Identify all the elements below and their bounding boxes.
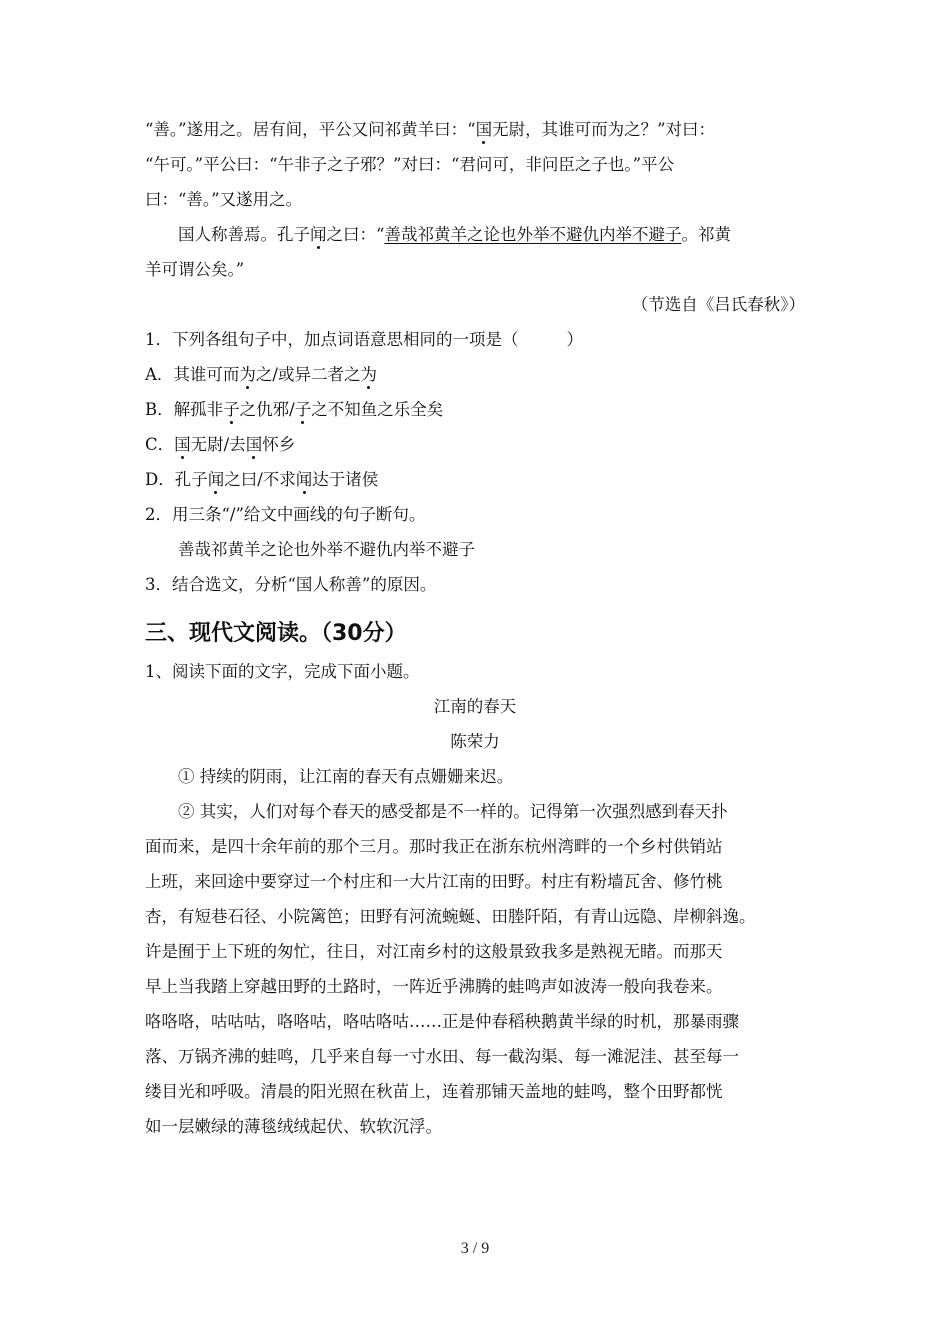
dotted-char: 为 bbox=[360, 357, 377, 392]
text: B．解孤非 bbox=[145, 400, 224, 419]
underlined-sentence: 善哉祁黄羊之论也外举不避仇内举不避子 bbox=[384, 225, 682, 244]
page-number: 3 / 9 bbox=[460, 1240, 490, 1257]
passage-line: 曰：“善。”又遂用之。 bbox=[145, 190, 303, 209]
paragraph-2-line: 杏，有短巷石径、小院篱笆；田野有河流蜿蜒、田塍阡陌，有青山远隐、岸柳斜逸。 bbox=[145, 907, 756, 926]
dotted-char: 国 bbox=[476, 112, 493, 147]
text: D．孔子 bbox=[145, 470, 208, 489]
passage-line: 羊可谓公矣。” bbox=[145, 260, 245, 279]
paragraph-2-line: 早上当我踏上穿越田野的土路时，一阵近乎沸腾的蛙鸣声如波涛一般向我卷来。 bbox=[145, 977, 723, 996]
dotted-char: 为 bbox=[239, 357, 256, 392]
text: 怀乡 bbox=[262, 435, 296, 454]
text: 之曰：“ bbox=[326, 225, 385, 244]
text: C． bbox=[145, 435, 175, 454]
dotted-char: 子 bbox=[295, 392, 312, 427]
option-d bbox=[145, 462, 805, 497]
text: 之仇邪/ bbox=[239, 400, 295, 419]
text: 无尉/去 bbox=[190, 435, 246, 454]
paragraph-2-line: 落、万锅齐沸的蛙鸣，几乎来自每一寸水田、每一截沟渠、每一滩泥洼、甚至每一 bbox=[145, 1047, 739, 1066]
paragraph-2-line: 许是囿于上下班的匆忙，往日，对江南乡村的这般景致我多是熟视无睹。而那天 bbox=[145, 942, 723, 961]
paragraph-2-line: 面而来，是四十余年前的那个三月。那时我正在浙东杭州湾畔的一个乡村供销站 bbox=[145, 837, 723, 856]
question-1 bbox=[145, 322, 805, 357]
dotted-char: 国 bbox=[174, 427, 191, 462]
question-2: 2．用三条“/”给文中画线的句子断句。 bbox=[145, 505, 426, 524]
text: “善。”遂用之。居有间，平公又问祁黄羊曰：“ bbox=[145, 120, 476, 139]
paragraph-1: ① 持续的阴雨，让江南的春天有点姗姗来迟。 bbox=[178, 767, 514, 786]
text: A．其谁可而 bbox=[145, 365, 240, 384]
text: 。祁黄 bbox=[681, 225, 731, 244]
option-b bbox=[145, 392, 805, 427]
text: 之曰/不求 bbox=[224, 470, 296, 489]
question-3: 3．结合选文，分析“国人称善”的原因。 bbox=[145, 575, 437, 594]
dotted-char: 子 bbox=[223, 392, 240, 427]
paragraph-2-line: 上班，来回途中要穿过一个村庄和一大片江南的田野。村庄有粉墙瓦舍、修竹桃 bbox=[145, 872, 723, 891]
dotted-char: 闻 bbox=[208, 462, 225, 497]
question-2-sentence: 善哉祁黄羊之论也外举不避仇内举不避子 bbox=[178, 540, 475, 559]
option-a bbox=[145, 357, 805, 392]
passage-line: “午可。”平公曰：“午非子之子邪？”对曰：“君问可，非问臣之子也。”平公 bbox=[145, 155, 675, 174]
question-stem: 1．下列各组句子中，加点词语意思相同的一项是（ bbox=[145, 330, 519, 349]
section-instruction: 1、阅读下面的文字，完成下面小题。 bbox=[145, 662, 420, 681]
option-c bbox=[145, 427, 805, 462]
article-title: 江南的春天 bbox=[433, 697, 517, 716]
text: 之/或异二者之 bbox=[255, 365, 361, 384]
paragraph-2-line: 如一层嫩绿的薄毯绒绒起伏、软软沉浮。 bbox=[145, 1117, 442, 1136]
text: 国人称善焉。孔子 bbox=[178, 225, 310, 244]
paragraph-2-line: 咯咯咯，咕咕咕，咯咯咕，咯咕咯咕……正是仲春稻秧鹅黄半绿的时机，那暴雨骤 bbox=[145, 1012, 739, 1031]
passage-source: （节选自《吕氏春秋》） bbox=[631, 295, 805, 314]
text: 达于诸侯 bbox=[312, 470, 379, 489]
text: ） bbox=[566, 330, 583, 349]
dotted-char: 闻 bbox=[310, 217, 327, 252]
article-author: 陈荣力 bbox=[450, 732, 500, 751]
passage-line bbox=[145, 217, 805, 252]
document-page bbox=[145, 112, 805, 1144]
paragraph-2-line: 缕目光和呼吸。清晨的阳光照在秋苗上，连着那铺天盖地的蛙鸣，整个田野都恍 bbox=[145, 1082, 723, 1101]
dotted-char: 国 bbox=[246, 427, 263, 462]
text: 无尉，其谁可而为之？”对曰： bbox=[492, 120, 715, 139]
paragraph-2-line: ② 其实，人们对每个春天的感受都是不一样的。记得第一次强烈感到春天扑 bbox=[178, 802, 728, 821]
section-heading: 三、现代文阅读。（30分） bbox=[145, 621, 407, 646]
passage-line bbox=[145, 112, 805, 147]
dotted-char: 闻 bbox=[296, 462, 313, 497]
text: 之不知鱼之乐全矣 bbox=[311, 400, 444, 419]
